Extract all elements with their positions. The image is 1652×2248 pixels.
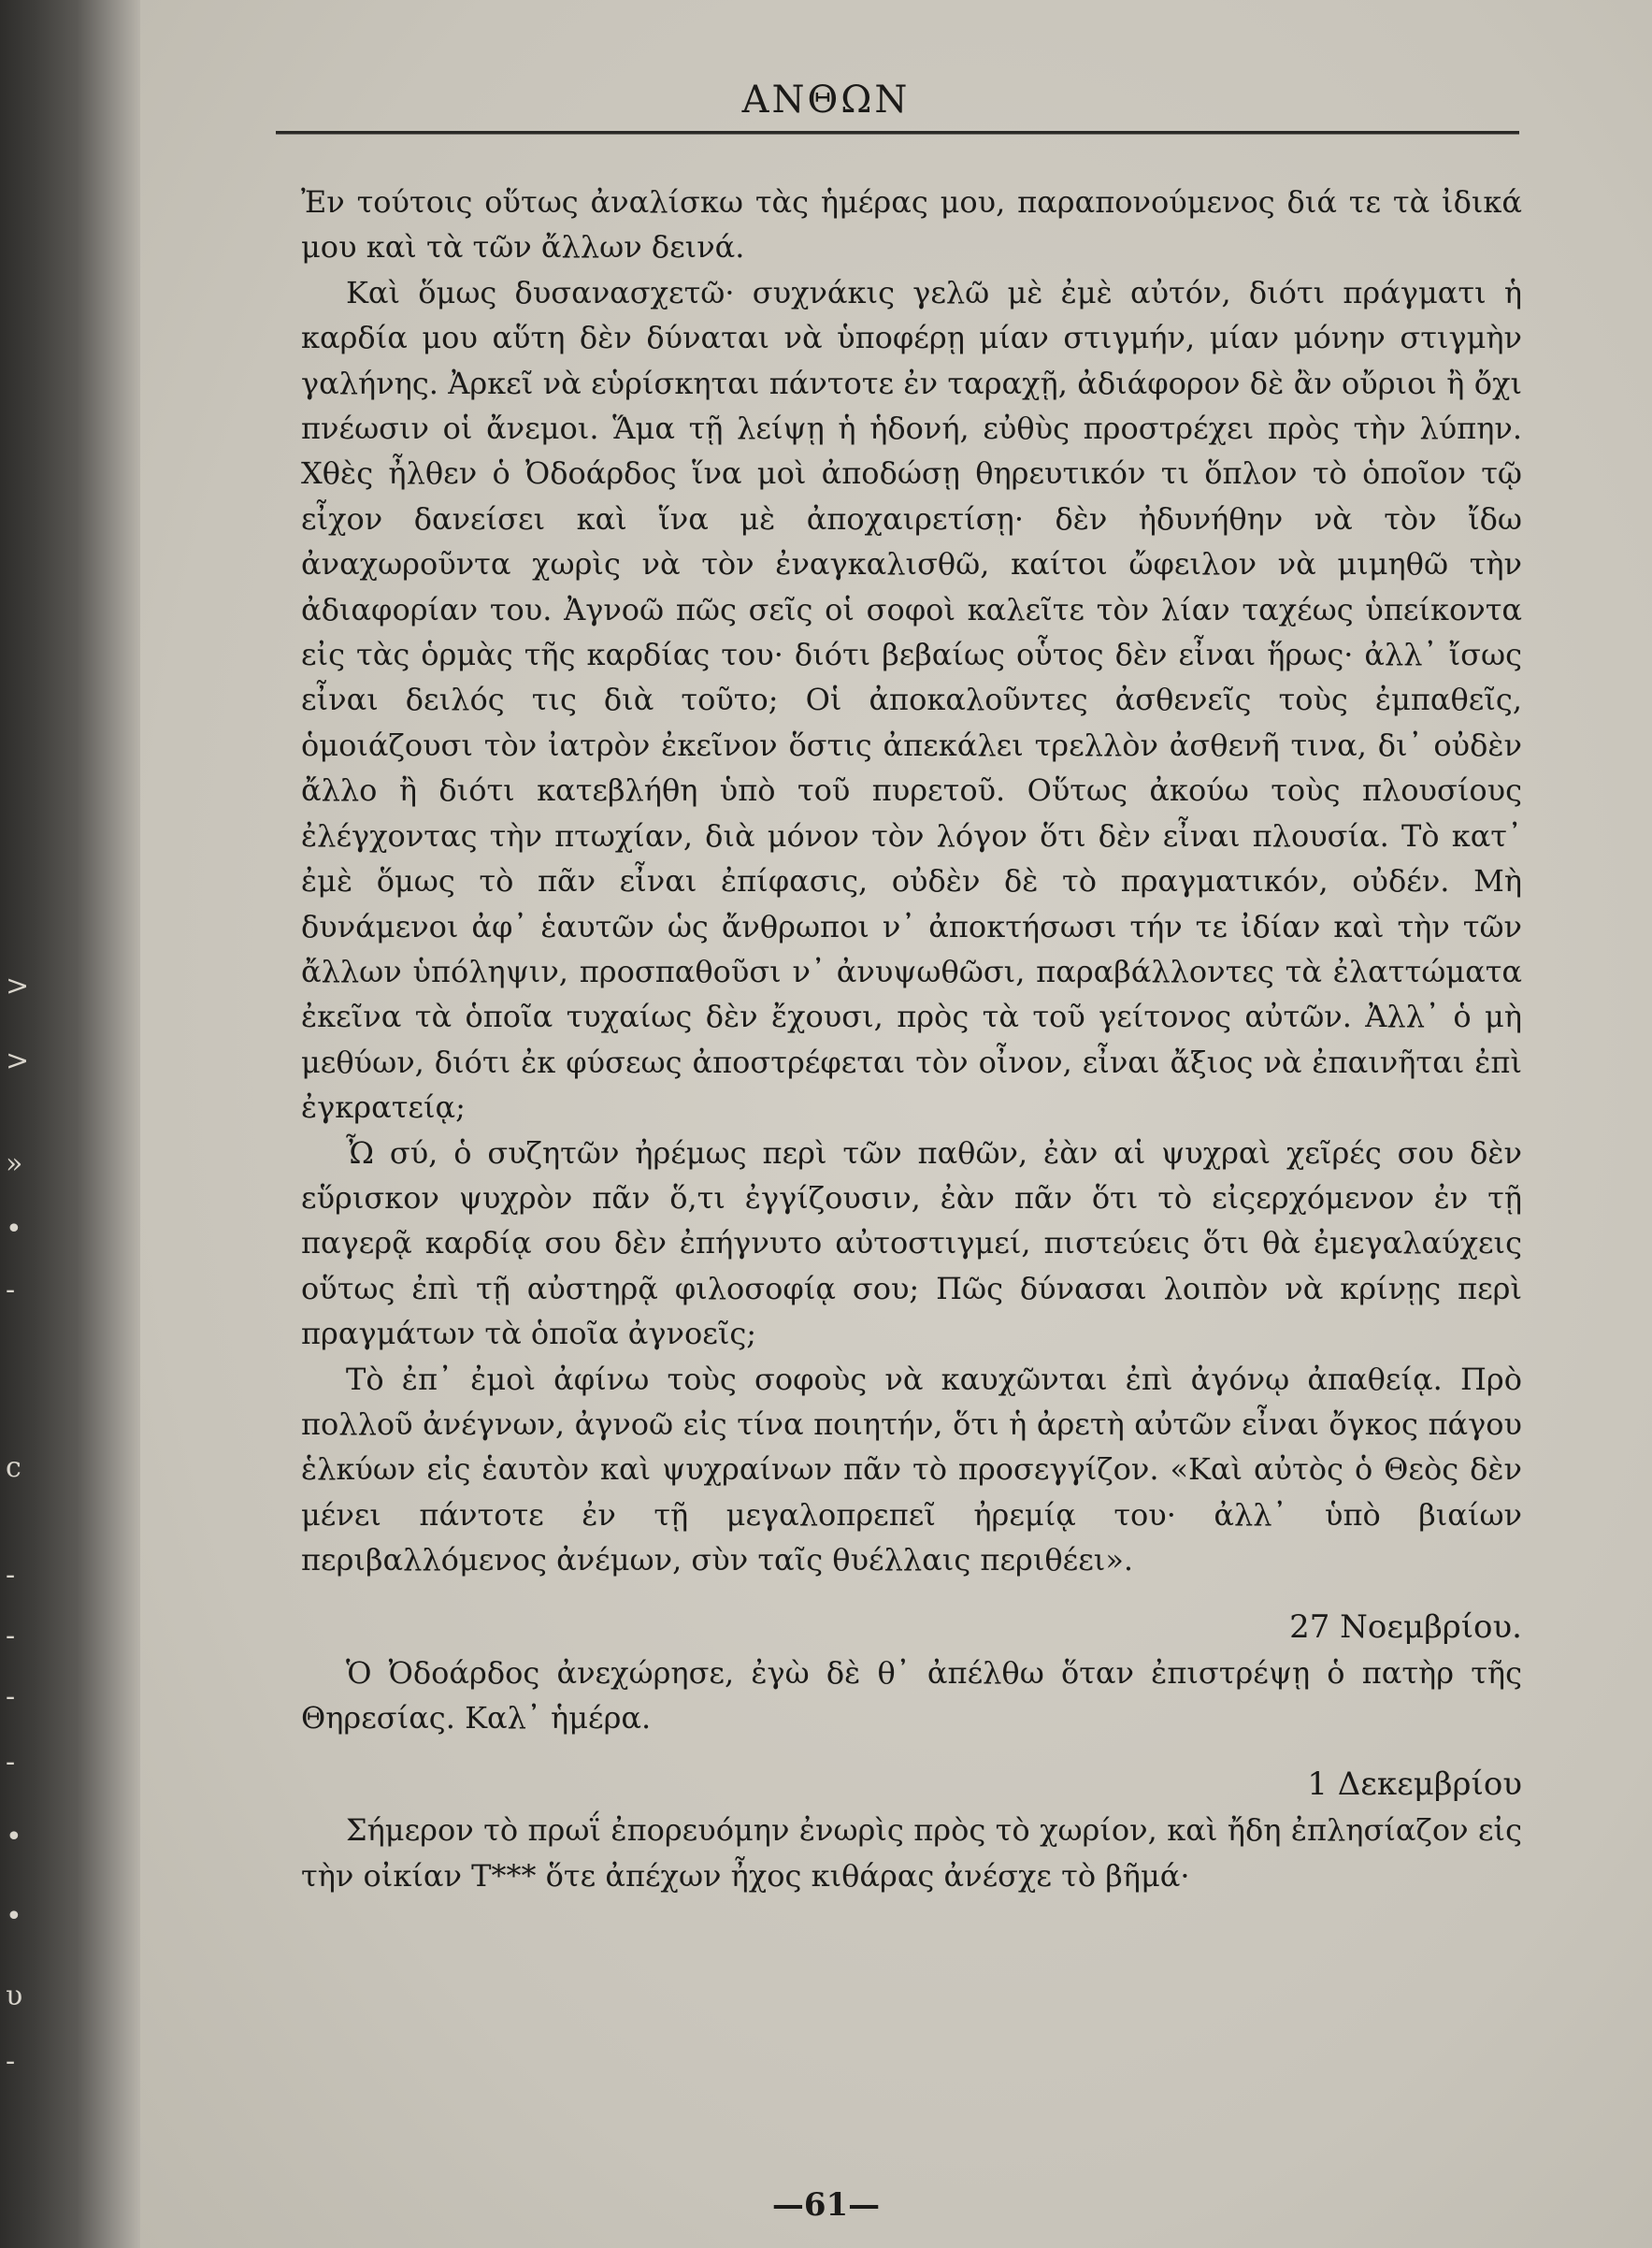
page-text bbox=[301, 180, 1522, 1898]
paragraph: Καὶ ὅμως δυσανασχετῶ· συχνάκις γελῶ μὲ ἐμὲ αὐτόν, διότι πράγματι ἡ καρδία μου αὕτη δὲν δύναται νὰ ὑποφέρῃ μίαν στιγμήν, μίαν μόνην στιγμὴν γαλήνης. Ἀρκεῖ νὰ εὑρίσκηται πάντοτε ἐν ταραχῇ, ἀδιάφορον δὲ ἂν οὔριοι ἢ ὄχι πνέωσιν οἱ ἄνεμοι. Ἅμα τῇ λείψῃ ἡ ἡδονή, εὐθὺς προστρέχει πρὸς τὴν λύπην. Χθὲς ἦλθεν ὁ Ὀδοάρδος ἵνα μοὶ ἀποδώσῃ θηρευτικόν τι ὅπλον τὸ ὁποῖον τῷ εἶχον δανείσει καὶ ἵνα μὲ ἀποχαιρετίσῃ· δὲν ἠδυνήθην νὰ τὸν ἴδω ἀναχωροῦντα χωρὶς νὰ τὸν ἐναγκαλισθῶ, καίτοι ὤφειλον νὰ μιμηθῶ τὴν ἀδιαφορίαν του. Ἀγνοῶ πῶς σεῖς οἱ σοφοὶ καλεῖτε τὸν λίαν ταχέως ὑπείκοντα εἰς τὰς ὁρμὰς τῆς καρδίας του· διότι βεβαίως οὗτος δὲν εἶναι ἥρως· ἀλλ᾽ ἴσως εἶναι δειλός τις διὰ τοῦτο; Οἱ ἀποκαλοῦντες ἀσθενεῖς τοὺς ἐμπαθεῖς, ὁμοιάζουσι τὸν ἰατρὸν ἐκεῖνον ὅστις ἀπεκάλει τρελλὸν ἀσθενῆ τινα, δι᾽ οὐδὲν ἄλλο ἢ διότι κατεβλήθη ὑπὸ τοῦ πυρετοῦ. Οὕτως ἀκούω τοὺς πλουσίους ἐλέγχοντας τὴν πτωχίαν, διὰ μόνον τὸν λόγον ὅτι δὲν εἶναι πλουσία. Τὸ κατ᾽ ἐμὲ ὅμως τὸ πᾶν εἶναι ἐπίφασις, οὐδὲν δὲ τὸ πραγματικόν, οὐδέν. Μὴ δυνάμενοι ἀφ᾽ ἑαυτῶν ὡς ἄνθρωποι ν᾽ ἀποκτήσωσι τήν τε ἰδίαν καὶ τὴν τῶν ἄλλων ὑπόληψιν, προσπαθοῦσι ν᾽ ἀνυψωθῶσι, παραβάλλοντες τὰ ἐλαττώματα ἐκεῖνα τὰ ὁποῖα τυχαίως δὲν ἔχουσι, πρὸς τὰ τοῦ γείτονος αὐτῶν. Ἀλλ᾽ ὁ μὴ μεθύων, διότι ἐκ φύσεως ἀποστρέφεται τὸν οἶνον, εἶναι ἄξιος νὰ ἐπαινῆται ἐπὶ ἐγκρατείᾳ; bbox=[301, 274, 1522, 1126]
running-title: ΑΝΘΩΝ bbox=[741, 79, 911, 122]
gutter-mark: - bbox=[6, 2045, 16, 2078]
gutter-mark: - bbox=[6, 1274, 16, 1306]
paragraph: Ἐν τούτοις οὕτως ἀναλίσκω τὰς ἡμέρας μου, παραπονούμενος διά τε τὰ ἰδικά μου καὶ τὰ τῶν ἄλλων δεινά. bbox=[301, 184, 1522, 266]
gutter-mark: » bbox=[6, 1147, 23, 1180]
entry-date: 27 Νοεμβρίου. bbox=[1289, 1607, 1522, 1646]
paragraph: Τὸ ἐπ᾽ ἐμοὶ ἀφίνω τοὺς σοφοὺς νὰ καυχῶνται ἐπὶ ἀγόνῳ ἀπαθείᾳ. Πρὸ πολλοῦ ἀνέγνων, ἀγνοῶ εἰς τίνα ποιητήν, ὅτι ἡ ἀρετὴ αὐτῶν εἶναι ὄγκος πάγου ἑλκύων εἰς ἑαυτὸν καὶ ψυχραίνων πᾶν τὸ προσεγγίζον. «Καὶ αὐτὸς ὁ Θεὸς δὲν μένει πάντοτε ἐν τῇ μεγαλοπρεπεῖ ἠρεμίᾳ του· ἀλλ᾽ ὑπὸ βιαίων περιβαλλόμενος ἀνέμων, σὺν ταῖς θυέλλαις περιθέει». bbox=[301, 1361, 1522, 1578]
gutter-mark: - bbox=[6, 1680, 16, 1713]
gutter-mark: • bbox=[6, 1213, 22, 1246]
paragraph: Ὦ σύ, ὁ συζητῶν ἠρέμως περὶ τῶν παθῶν, ἐὰν αἱ ψυχραὶ χεῖρές σου δὲν εὕρισκον ψυχρὸν πᾶν ὅ,τι ἐγγίζουσιν, ἐὰν πᾶν ὅτι τὸ εἰςερχόμενον ἐν τῇ παγερᾷ καρδίᾳ σου δὲν ἐπήγνυτο αὐτοστιγμεί, πιστεύεις ὅτι θὰ ἐμεγαλαύχεις οὕτως ἐπὶ τῇ αὐστηρᾷ φιλοσοφίᾳ σου; Πῶς δύνασαι λοιπὸν νὰ κρίνῃς περὶ πραγμάτων τὰ ὁποῖα ἀγνοεῖς; bbox=[301, 1134, 1522, 1352]
gutter-mark: • bbox=[6, 1900, 22, 1933]
gutter-mark: - bbox=[6, 1746, 16, 1779]
gutter-mark: υ bbox=[6, 1980, 23, 2012]
paragraph: Σήμερον τὸ πρωΐ ἐπορευόμην ἐνωρὶς πρὸς τὸ χωρίον, καὶ ἤδη ἐπλησίαζον εἰς τὴν οἰκίαν T*** ὅτε ἀπέχων ἦχος κιθάρας ἀνέσχε τὸ βῆμά· bbox=[301, 1812, 1522, 1894]
gutter-mark: c bbox=[6, 1451, 22, 1484]
page-number: —61— bbox=[771, 2186, 881, 2224]
entry-date: 1 Δεκεμβρίου bbox=[1307, 1765, 1522, 1804]
gutter-mark: - bbox=[6, 1559, 16, 1592]
gutter-mark: • bbox=[6, 1821, 22, 1853]
header-rule bbox=[276, 131, 1519, 135]
gutter-mark: - bbox=[6, 1620, 16, 1652]
gutter-mark: > bbox=[6, 970, 30, 1002]
book-gutter bbox=[0, 0, 140, 2248]
gutter-mark: > bbox=[6, 1045, 30, 1077]
paragraph: Ὁ Ὀδοάρδος ἀνεχώρησε, ἐγὼ δὲ θ᾽ ἀπέλθω ὅταν ἐπιστρέψῃ ὁ πατὴρ τῆς Θηρεσίας. Καλ᾽ ἡμέρα. bbox=[301, 1654, 1522, 1736]
